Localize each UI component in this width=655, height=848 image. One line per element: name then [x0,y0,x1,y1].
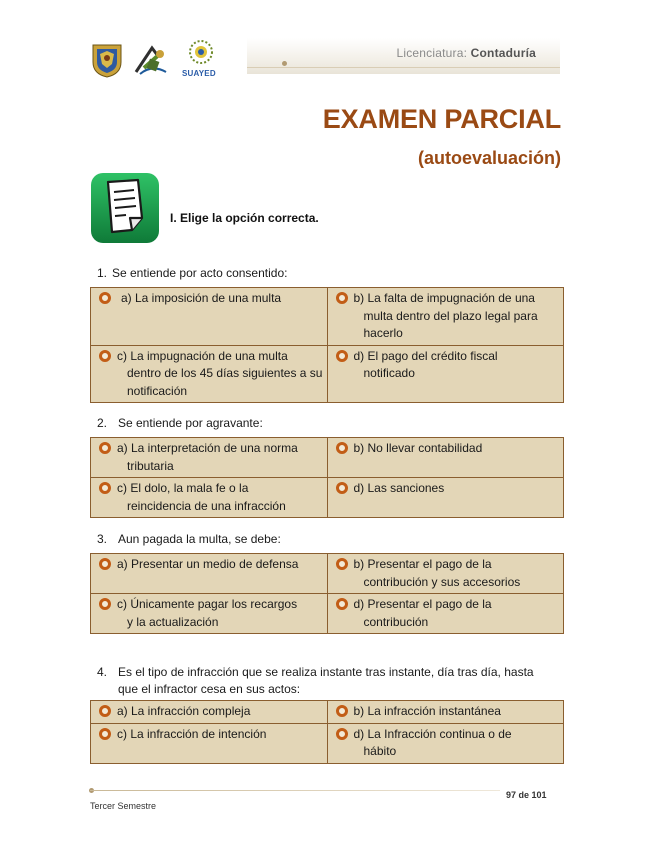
option-a[interactable] [91,554,328,594]
program-prefix: Licenciatura: [396,46,471,60]
program-name [396,46,536,60]
radio-circle-icon[interactable] [99,482,111,494]
option-label: d) Presentar el pago de la [353,597,492,611]
option-label: a) La interpretación de una norma [117,441,298,455]
suayed-emblem [180,38,222,68]
radio-circle-icon[interactable] [336,292,348,304]
option-c[interactable] [91,723,328,763]
option-b[interactable] [327,701,564,724]
question-2 [90,415,564,518]
question-prompt: Es el tipo de infracción que se realiza instante tras instante, día tras día, hasta [118,665,534,679]
option-d[interactable] [327,345,564,403]
question-prompt: Se entiende por acto consentido: [112,266,288,280]
option-label-cont: y la actualización [127,614,219,629]
page-title: EXAMEN PARCIAL [322,104,561,134]
question-text [90,664,564,698]
option-c[interactable] [91,594,328,634]
radio-circle-icon[interactable] [99,350,111,362]
option-d[interactable] [327,478,564,518]
option-b[interactable] [327,288,564,346]
footer-rule [90,790,500,791]
question-number: 2. [97,416,108,430]
radio-circle-icon[interactable] [99,558,111,570]
question-4 [90,664,564,764]
option-label: b) La infracción instantánea [353,704,501,718]
question-prompt: Se entiende por agravante: [118,416,263,430]
radio-circle-icon[interactable] [336,705,348,717]
option-b[interactable] [327,438,564,478]
option-label: b) No llevar contabilidad [353,441,483,455]
options-table [90,700,564,764]
option-label: d) El pago del crédito fiscal [353,348,498,363]
option-a[interactable] [91,288,328,346]
radio-circle-icon[interactable] [336,598,348,610]
page-number: 97 de 101 [506,790,547,800]
radio-circle-icon[interactable] [336,728,348,740]
banner-dot [282,61,287,66]
options-table [90,553,564,634]
document-icon [90,172,160,244]
option-c[interactable] [91,478,328,518]
radio-circle-icon[interactable] [99,442,111,454]
program-banner [247,38,560,74]
semester-label: Tercer Semestre [90,801,157,811]
option-label: c) La impugnación de una multa [117,348,288,363]
option-b[interactable] [327,554,564,594]
option-label: d) La Infracción continua o de [353,726,512,741]
radio-circle-icon[interactable] [99,292,111,304]
radio-circle-icon[interactable] [336,442,348,454]
banner-rule [247,67,560,68]
option-label: a) La imposición de una multa [121,291,282,305]
question-prompt: Aun pagada la multa, se debe: [118,532,281,546]
unam-logo [90,42,124,78]
program-title: Contaduría [470,46,536,60]
options-table [90,437,564,518]
option-label: c) Únicamente pagar los recargos [117,597,298,611]
instruction-text: I. Elige la opción correcta. [170,211,319,225]
page-subtitle: (autoevaluación) [417,148,561,168]
option-c[interactable] [91,345,328,403]
option-label: a) La infracción compleja [117,704,251,718]
option-label: d) Las sanciones [353,481,445,495]
option-label-cont: hábito [363,744,397,758]
option-label-cont: contribución y sus accesorios [363,574,521,589]
fca-logo [132,42,172,78]
suayed-logo [180,38,222,78]
logo-group [90,36,222,78]
option-label: b) Presentar el pago de la [353,557,492,571]
option-d[interactable] [327,594,564,634]
option-label: c) El dolo, la mala fe o la [117,481,249,495]
question-1 [90,265,564,403]
radio-circle-icon[interactable] [336,558,348,570]
option-label-cont: dentro de los 45 días siguientes a su notificación [127,366,323,398]
option-label-cont: notificado [363,366,415,380]
options-table [90,287,564,403]
option-label-cont: tributaria [127,458,174,473]
option-label: a) Presentar un medio de defensa [117,557,299,571]
question-text [90,531,564,548]
option-a[interactable] [91,438,328,478]
radio-circle-icon[interactable] [336,482,348,494]
question-number: 3. [97,532,108,546]
question-prompt-cont: que el infractor cesa en sus actos: [118,682,301,696]
option-label: c) La infracción de intención [117,726,267,741]
radio-circle-icon[interactable] [99,705,111,717]
page-header [90,36,560,82]
question-text [90,265,564,282]
radio-circle-icon[interactable] [99,598,111,610]
question-number: 4. [97,665,108,679]
option-d[interactable] [327,723,564,763]
option-a[interactable] [91,701,328,724]
question-number: 1. [97,266,108,280]
option-label-cont: multa dentro del plazo legal para hacerlo [363,308,538,340]
suayed-logo-text: SUAYED [182,69,216,78]
question-3 [90,531,564,634]
question-text [90,415,564,432]
option-label-cont: reincidencia de una infracción [127,498,286,513]
radio-circle-icon[interactable] [336,350,348,362]
option-label-cont: contribución [363,614,429,629]
option-label: b) La falta de impugnación de una [353,291,535,305]
radio-circle-icon[interactable] [99,728,111,740]
